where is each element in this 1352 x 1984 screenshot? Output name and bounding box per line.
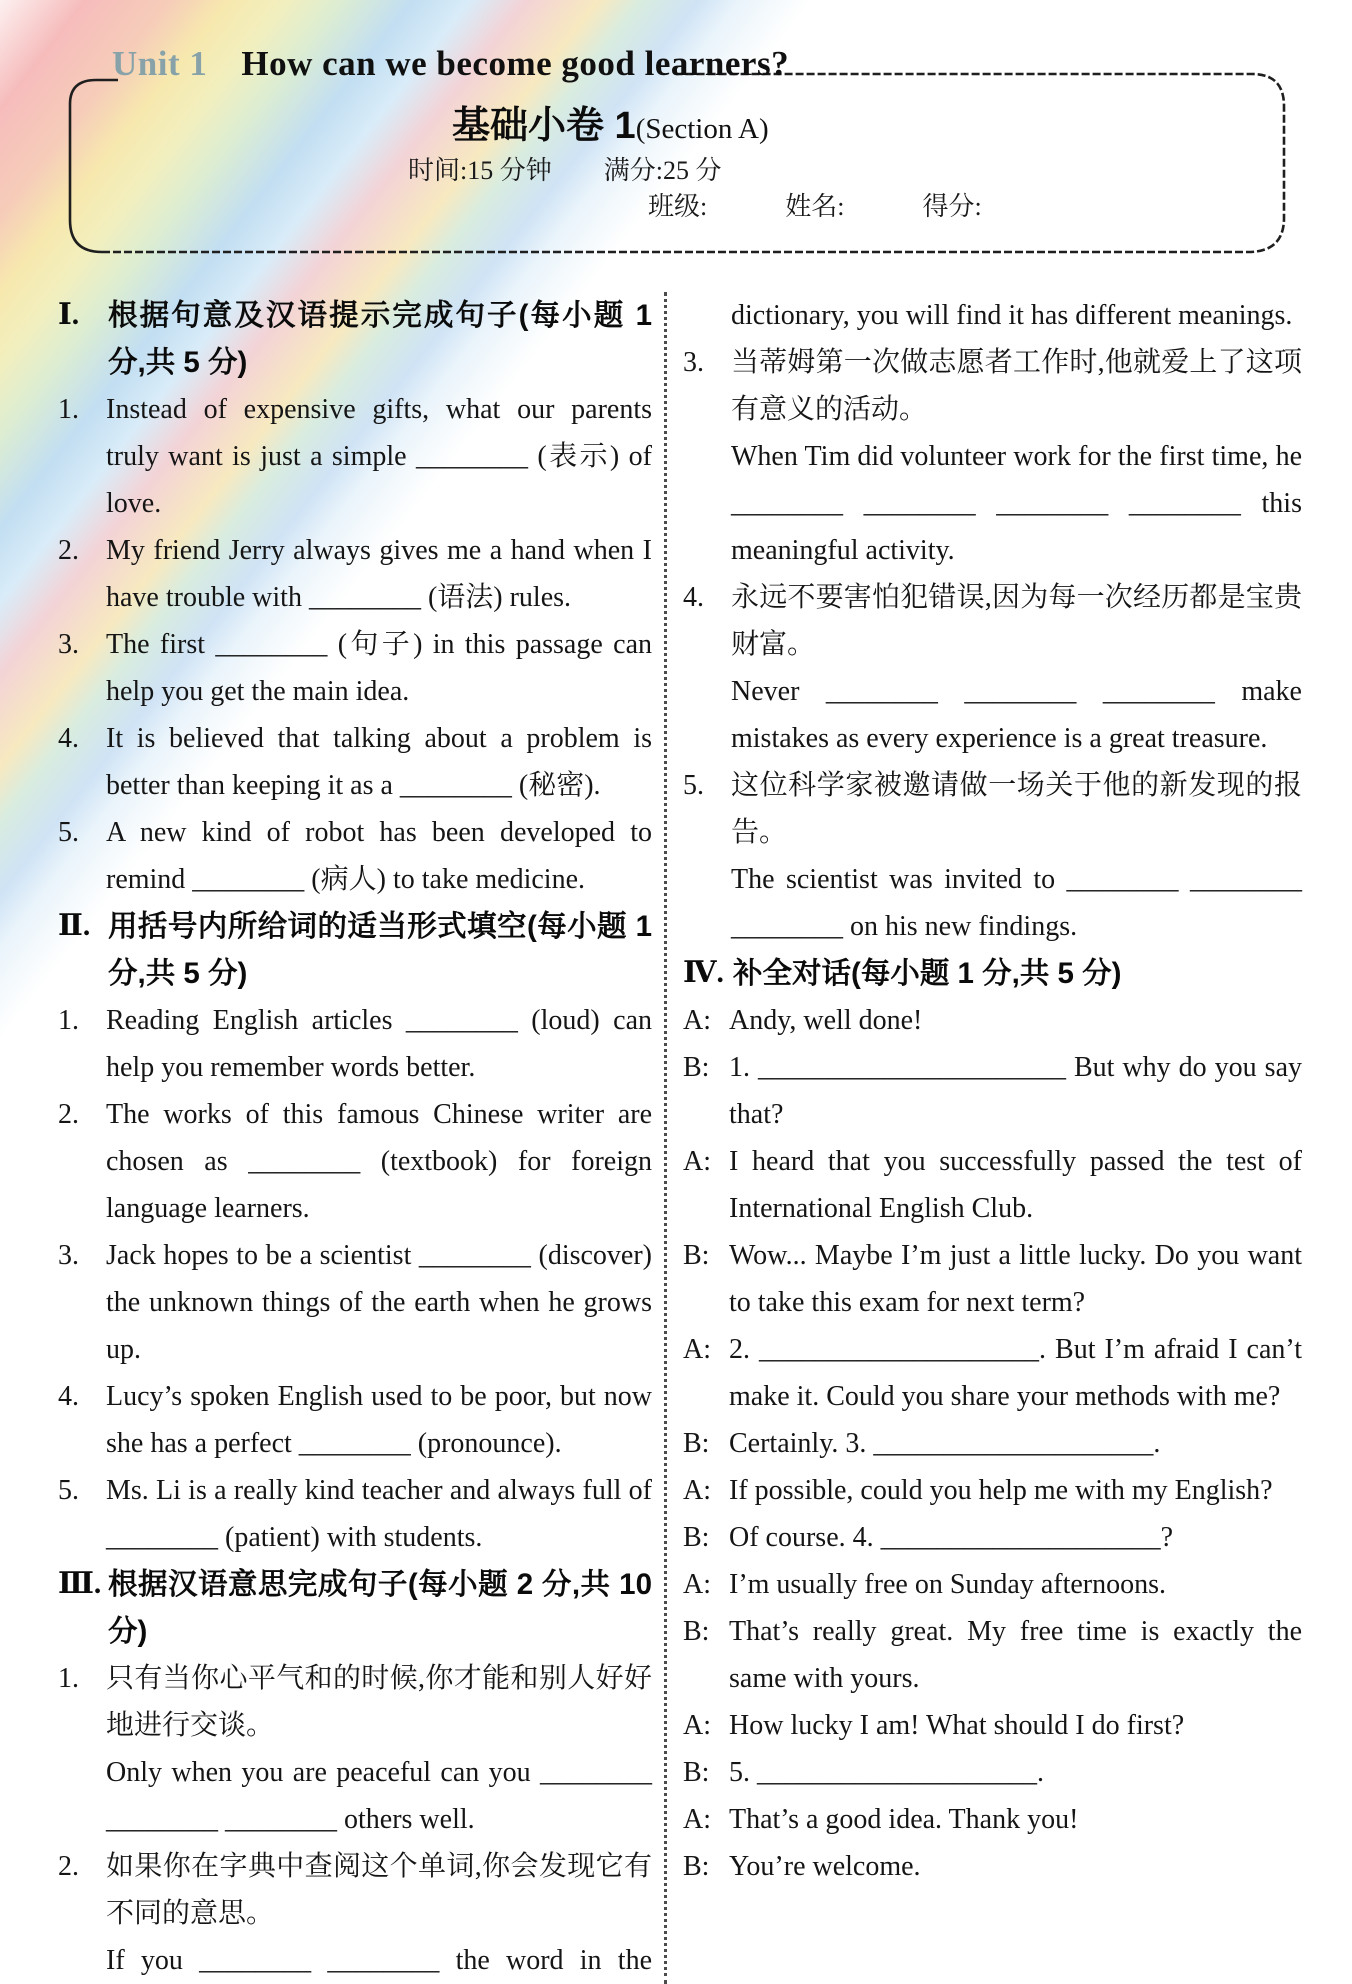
question-number: 5. bbox=[58, 1475, 79, 1506]
dialogue-text: Wow... Maybe I’m just a little lucky. Do you want to take this exam for next term? bbox=[729, 1240, 1302, 1318]
dialogue-line-1 bbox=[683, 997, 1302, 1044]
dialogue-text: I’m usually free on Sunday afternoons. bbox=[729, 1569, 1166, 1600]
question-text: My friend Jerry always gives me a hand when I have trouble with ________ (语法) rules. bbox=[106, 535, 652, 613]
question-chinese-prompt: 如果你在字典中查阅这个单词,你会发现它有不同的意思。 bbox=[106, 1851, 652, 1929]
dialogue-text: 2. ____________________. But I’m afraid I can’t make it. Could you share your methods with me? bbox=[729, 1334, 1302, 1412]
speaker-label: A: bbox=[683, 1334, 711, 1365]
paper-meta bbox=[408, 150, 721, 187]
speaker-label: A: bbox=[683, 1146, 711, 1177]
speaker-label: A: bbox=[683, 1569, 711, 1600]
dialogue-line-3 bbox=[683, 1138, 1302, 1232]
dialogue-line-5 bbox=[683, 1326, 1302, 1420]
full-score-label: 满分:25 分 bbox=[603, 156, 722, 185]
dialogue-text: If possible, could you help me with my English? bbox=[729, 1475, 1273, 1506]
speaker-label: B: bbox=[683, 1616, 710, 1647]
dialogue-line-8 bbox=[683, 1514, 1302, 1561]
s1-question-2 bbox=[58, 527, 652, 621]
section-1-header bbox=[58, 292, 652, 386]
question-chinese-prompt: 只有当你心平气和的时候,你才能和别人好好地进行交谈。 bbox=[106, 1663, 652, 1741]
content-columns bbox=[58, 292, 1302, 1984]
unit-header bbox=[112, 44, 789, 84]
score-field-label: 得分: bbox=[922, 192, 982, 221]
dialogue-text: How lucky I am! What should I do first? bbox=[729, 1710, 1185, 1741]
section-3-number: Ⅲ. bbox=[58, 1568, 102, 1600]
dialogue-line-4 bbox=[683, 1232, 1302, 1326]
speaker-label: A: bbox=[683, 1710, 711, 1741]
question-number: 5. bbox=[683, 770, 704, 801]
dialogue-line-13 bbox=[683, 1796, 1302, 1843]
s2-question-3 bbox=[58, 1232, 652, 1373]
section-3-title: 根据汉语意思完成句子(每小题 2 分,共 10 分) bbox=[108, 1568, 652, 1648]
dialogue-text: I heard that you successfully passed the test of International English Club. bbox=[729, 1146, 1302, 1224]
s1-question-4 bbox=[58, 715, 652, 809]
name-field-label: 姓名: bbox=[785, 192, 845, 221]
question-text: Jack hopes to be a scientist ________ (discover) the unknown things of the earth when he grows up. bbox=[106, 1240, 652, 1365]
column-divider bbox=[664, 292, 667, 1984]
speaker-label: B: bbox=[683, 1757, 710, 1788]
s1-question-5 bbox=[58, 809, 652, 903]
section-4-header bbox=[683, 950, 1302, 997]
student-info-row bbox=[648, 186, 1060, 223]
question-english-sentence: If you ________ ________ the word in the bbox=[106, 1945, 652, 1976]
question-text: It is believed that talking about a problem is better than keeping it as a ________ (秘密). bbox=[106, 723, 652, 801]
question-number: 4. bbox=[58, 1381, 79, 1412]
question-number: 2. bbox=[58, 1099, 79, 1130]
speaker-label: A: bbox=[683, 1005, 711, 1036]
speaker-label: A: bbox=[683, 1475, 711, 1506]
dialogue-text: Andy, well done! bbox=[729, 1005, 923, 1036]
question-number: 3. bbox=[683, 347, 704, 378]
question-number: 1. bbox=[58, 394, 79, 425]
s3-question-5 bbox=[683, 762, 1302, 950]
s3-question-1 bbox=[58, 1655, 652, 1843]
left-column bbox=[58, 292, 652, 1984]
speaker-label: B: bbox=[683, 1240, 710, 1271]
dialogue-line-6 bbox=[683, 1420, 1302, 1467]
section-2-header bbox=[58, 903, 652, 997]
s1-question-3 bbox=[58, 621, 652, 715]
s1-question-1 bbox=[58, 386, 652, 527]
time-limit-label: 时间:15 分钟 bbox=[408, 156, 552, 185]
question-english-sentence: Only when you are peaceful can you ________ ________ ________ others well. bbox=[106, 1757, 652, 1835]
question-chinese-prompt: 这位科学家被邀请做一场关于他的新发现的报告。 bbox=[731, 770, 1302, 848]
dialogue-text: You’re welcome. bbox=[729, 1851, 921, 1882]
section-1-title: 根据句意及汉语提示完成句子(每小题 1 分,共 5 分) bbox=[108, 299, 652, 379]
s3-question-2-continuation bbox=[683, 292, 1302, 339]
class-field-label: 班级: bbox=[648, 192, 708, 221]
s3-question-4 bbox=[683, 574, 1302, 762]
dialogue-line-2 bbox=[683, 1044, 1302, 1138]
question-text: Reading English articles ________ (loud) can help you remember words better. bbox=[106, 1005, 652, 1083]
question-text: The works of this famous Chinese writer are chosen as ________ (textbook) for foreign language learners. bbox=[106, 1099, 652, 1224]
section-2-number: Ⅱ. bbox=[58, 910, 91, 942]
unit-number-label: Unit 1 bbox=[112, 44, 208, 83]
question-english-sentence: The scientist was invited to ________ ________ ________ on his new findings. bbox=[731, 864, 1302, 942]
right-column bbox=[683, 292, 1302, 1984]
question-number: 1. bbox=[58, 1663, 79, 1694]
dialogue-text: Of course. 4. ____________________? bbox=[729, 1522, 1174, 1553]
question-number: 5. bbox=[58, 817, 79, 848]
s2-question-1 bbox=[58, 997, 652, 1091]
s3-question-2 bbox=[58, 1843, 652, 1984]
question-text: A new kind of robot has been developed to remind ________ (病人) to take medicine. bbox=[106, 817, 652, 895]
speaker-label: B: bbox=[683, 1522, 710, 1553]
dialogue-line-10 bbox=[683, 1608, 1302, 1702]
speaker-label: B: bbox=[683, 1851, 710, 1882]
s2-question-5 bbox=[58, 1467, 652, 1561]
section-4-number: Ⅳ. bbox=[683, 957, 724, 989]
dialogue-text: That’s a good idea. Thank you! bbox=[729, 1804, 1079, 1835]
paper-title bbox=[452, 94, 769, 149]
section-3-header bbox=[58, 1561, 652, 1655]
question-text: Instead of expensive gifts, what our parents truly want is just a simple ________ (表示) of love. bbox=[106, 394, 652, 519]
section-2-title: 用括号内所给词的适当形式填空(每小题 1 分,共 5 分) bbox=[108, 910, 652, 990]
question-number: 3. bbox=[58, 629, 79, 660]
question-number: 1. bbox=[58, 1005, 79, 1036]
s3-question-3 bbox=[683, 339, 1302, 574]
section-4-title: 补全对话(每小题 1 分,共 5 分) bbox=[733, 957, 1122, 990]
unit-title: How can we become good learners? bbox=[241, 44, 790, 83]
dialogue-line-11 bbox=[683, 1702, 1302, 1749]
dialogue-line-14 bbox=[683, 1843, 1302, 1890]
question-number: 2. bbox=[58, 535, 79, 566]
question-text: Ms. Li is a really kind teacher and always full of ________ (patient) with students. bbox=[106, 1475, 652, 1553]
speaker-label: B: bbox=[683, 1052, 710, 1083]
question-text: Lucy’s spoken English used to be poor, but now she has a perfect ________ (pronounce). bbox=[106, 1381, 652, 1459]
paper-title-section: (Section A) bbox=[635, 113, 769, 145]
question-english-sentence: Never ________ ________ ________ make mistakes as every experience is a great treasure. bbox=[731, 676, 1302, 754]
question-number: 4. bbox=[683, 582, 704, 613]
question-number: 2. bbox=[58, 1851, 79, 1882]
section-1-number: Ⅰ. bbox=[58, 299, 80, 331]
dialogue-text: Certainly. 3. ____________________. bbox=[729, 1428, 1161, 1459]
question-english-sentence: When Tim did volunteer work for the first time, he ________ ________ ________ ________ this meaningful activity. bbox=[731, 441, 1302, 566]
dialogue-line-7 bbox=[683, 1467, 1302, 1514]
dialogue-line-12 bbox=[683, 1749, 1302, 1796]
dialogue-text: 5. ____________________. bbox=[729, 1757, 1044, 1788]
dialogue-text: 1. ______________________ But why do you say that? bbox=[729, 1052, 1302, 1130]
dialogue-text: That’s really great. My free time is exactly the same with yours. bbox=[729, 1616, 1302, 1694]
question-number: 4. bbox=[58, 723, 79, 754]
question-chinese-prompt: 永远不要害怕犯错误,因为每一次经历都是宝贵财富。 bbox=[731, 582, 1302, 660]
s2-question-4 bbox=[58, 1373, 652, 1467]
question-number: 3. bbox=[58, 1240, 79, 1271]
speaker-label: B: bbox=[683, 1428, 710, 1459]
s2-question-2 bbox=[58, 1091, 652, 1232]
question-text: The first ________ (句子) in this passage can help you get the main idea. bbox=[106, 629, 652, 707]
dialogue-line-9 bbox=[683, 1561, 1302, 1608]
speaker-label: A: bbox=[683, 1804, 711, 1835]
question-chinese-prompt: 当蒂姆第一次做志愿者工作时,他就爱上了这项有意义的活动。 bbox=[731, 347, 1302, 425]
paper-title-main: 基础小卷 1 bbox=[452, 105, 636, 147]
question-english-continuation: dictionary, you will find it has different meanings. bbox=[731, 300, 1293, 331]
